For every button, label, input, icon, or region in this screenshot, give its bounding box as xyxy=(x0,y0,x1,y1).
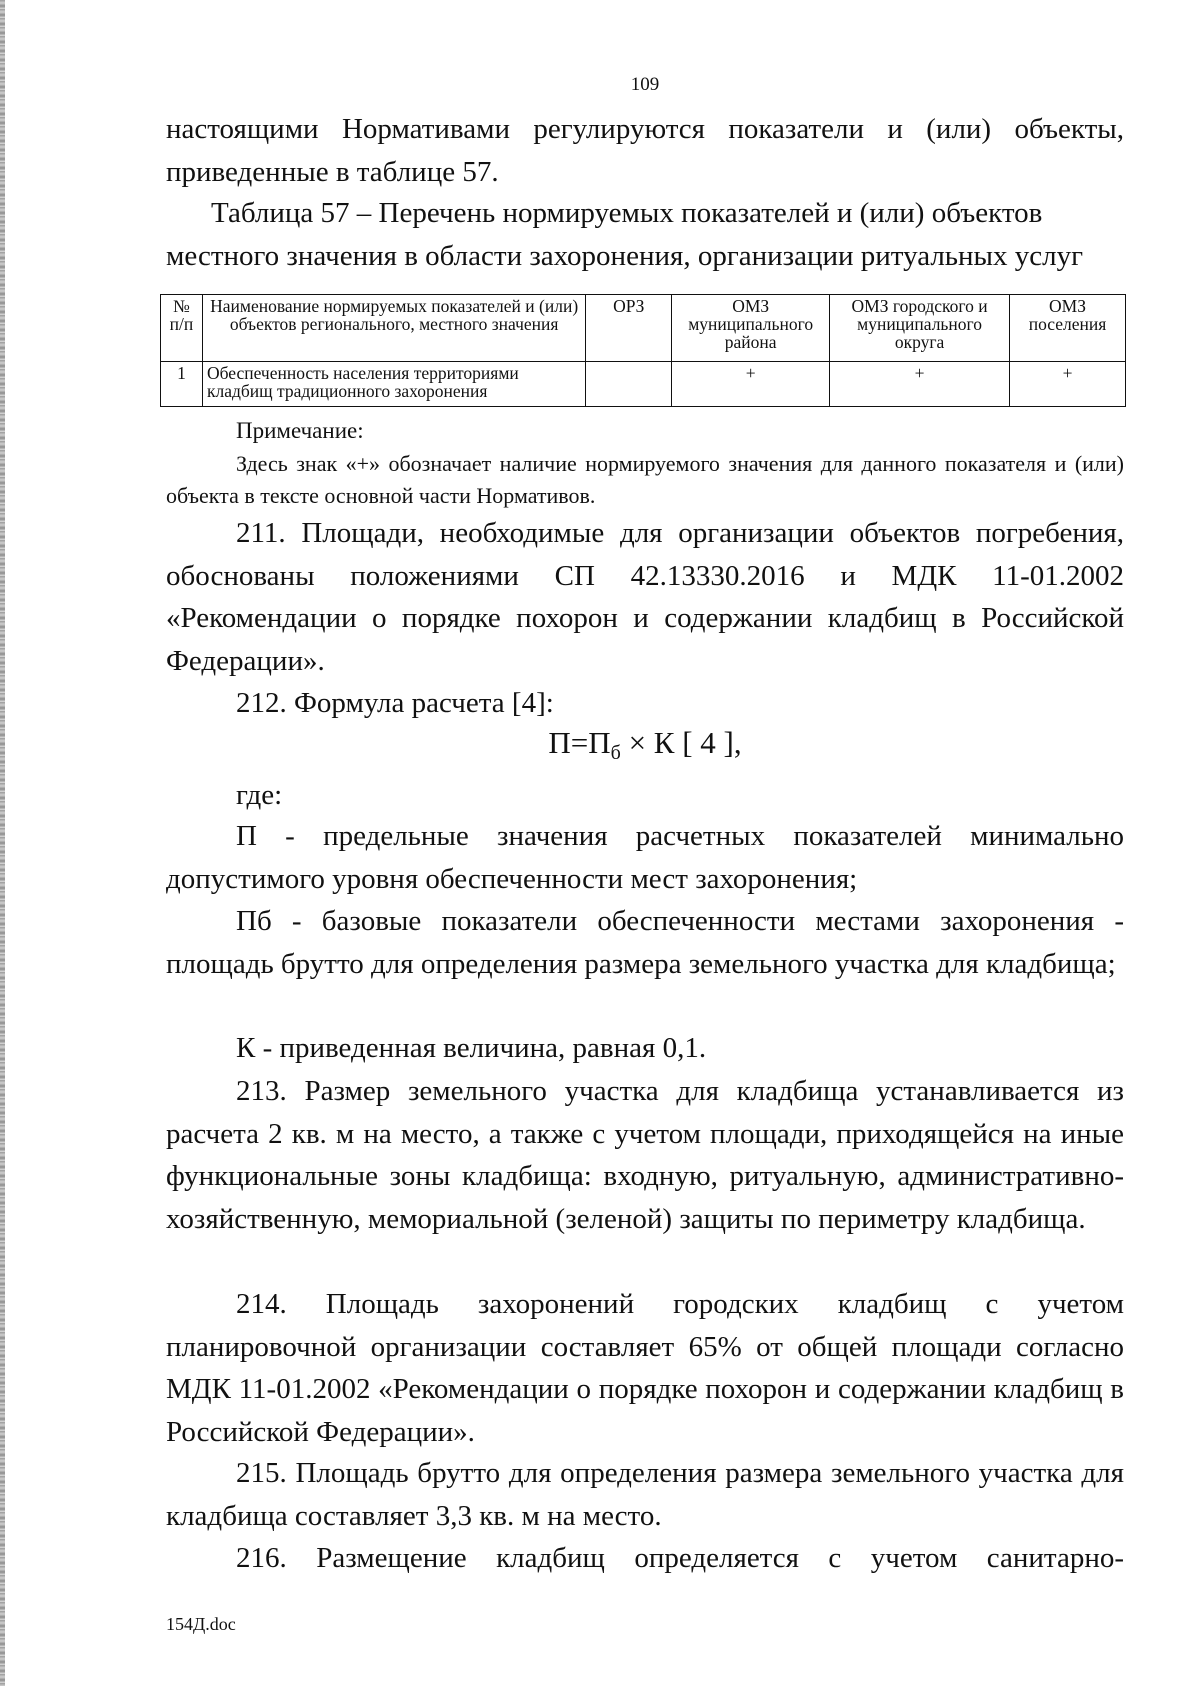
definition-pb: Пб - базовые показатели обеспеченности местами захоронения - площадь брутто для определения размера земельного участка для кладбища; xyxy=(166,905,1124,980)
scan-edge xyxy=(0,0,5,1686)
header-omz-district: ОМЗ муниципального района xyxy=(672,295,830,362)
def-p-block xyxy=(166,815,1124,900)
header-omz-okrug: ОМЗ городского и муниципального округа xyxy=(830,295,1010,362)
cell-number: 1 xyxy=(161,362,203,407)
paragraph-215: 215. Площадь брутто для определения размера земельного участка для кладбища составляет 3,3 кв. м на место. xyxy=(166,1457,1124,1532)
header-number: № п/п xyxy=(161,295,203,362)
where-label: где: xyxy=(236,779,283,811)
p214-block xyxy=(166,1283,1124,1453)
intro-block xyxy=(166,108,1124,193)
p212-block xyxy=(166,682,1124,725)
paragraph-216: 216. Размещение кладбищ определяется с учетом санитарно- xyxy=(236,1542,1124,1574)
intro-paragraph: настоящими Нормативами регулируются показатели и (или) объекты, приведенные в таблице 57. xyxy=(166,113,1124,188)
header-name: Наименование нормируемых показателей и (или) объектов регионального, местного значения xyxy=(202,295,585,362)
p213-block xyxy=(166,1070,1124,1240)
note-text: Здесь знак «+» обозначает наличие нормируемого значения для данного показателя и (или) объекта в тексте основной части Нормативов. xyxy=(166,451,1124,508)
def-pb-block xyxy=(166,900,1124,985)
definition-p: П - предельные значения расчетных показателей минимально допустимого уровня обеспеченности мест захоронения; xyxy=(166,820,1124,895)
formula xyxy=(166,722,1124,774)
def-k-block xyxy=(166,1027,1124,1070)
formula-rhs: × К [ 4 ], xyxy=(620,725,742,760)
note-block xyxy=(166,416,1124,446)
page-number: 109 xyxy=(630,74,660,95)
p211-block xyxy=(166,512,1124,682)
paragraph-211: 211. Площади, необходимые для организации объектов погребения, обоснованы положениями СП 42.13330.2016 и МДК 11-01.2002 «Рекомендации о порядке похорон и содержании кладбищ в Российской Федерации». xyxy=(166,517,1124,677)
definition-k: К - приведенная величина, равная 0,1. xyxy=(236,1032,707,1064)
p216-block xyxy=(166,1537,1124,1580)
cell-omz-settlement: + xyxy=(1010,362,1126,407)
table-caption-block xyxy=(166,192,1124,277)
formula-subscript: б xyxy=(610,742,621,764)
table-row xyxy=(161,362,1126,407)
cell-orz xyxy=(586,362,672,407)
paragraph-213: 213. Размер земельного участка для кладбища устанавливается из расчета 2 кв. м на место, а также с учетом площади, приходящейся на иные функциональные зоны кладбища: входную, ритуальную, административно-хозяйственную, мемориальной (зеленой) защиты по периметру кладбища. xyxy=(166,1075,1124,1235)
formula-lhs: П=П xyxy=(548,725,611,760)
note-text-block xyxy=(166,448,1124,512)
table-caption: Таблица 57 – Перечень нормируемых показателей и (или) объектов местного значения в области захоронения, организации ритуальных услуг xyxy=(166,197,1084,272)
cell-omz-okrug: + xyxy=(830,362,1010,407)
paragraph-212: 212. Формула расчета [4]: xyxy=(236,687,554,719)
footer-filename: 154Д.doc xyxy=(166,1614,236,1634)
norm-table xyxy=(160,294,1126,407)
p215-block xyxy=(166,1452,1124,1537)
table-header-row xyxy=(161,295,1126,362)
note-title: Примечание: xyxy=(236,418,364,443)
header-omz-settlement: ОМЗ поселения xyxy=(1010,295,1126,362)
cell-name: Обеспеченность населения территориями кладбищ традиционного захоронения xyxy=(202,362,585,407)
header-orz: ОРЗ xyxy=(586,295,672,362)
cell-omz-district: + xyxy=(672,362,830,407)
paragraph-214: 214. Площадь захоронений городских кладбищ с учетом планировочной организации составляет 65% от общей площади согласно МДК 11-01.2002 «Рекомендации о порядке похорон и содержании кладбищ в Российской Федерации». xyxy=(166,1288,1124,1448)
where-block xyxy=(166,774,1124,817)
